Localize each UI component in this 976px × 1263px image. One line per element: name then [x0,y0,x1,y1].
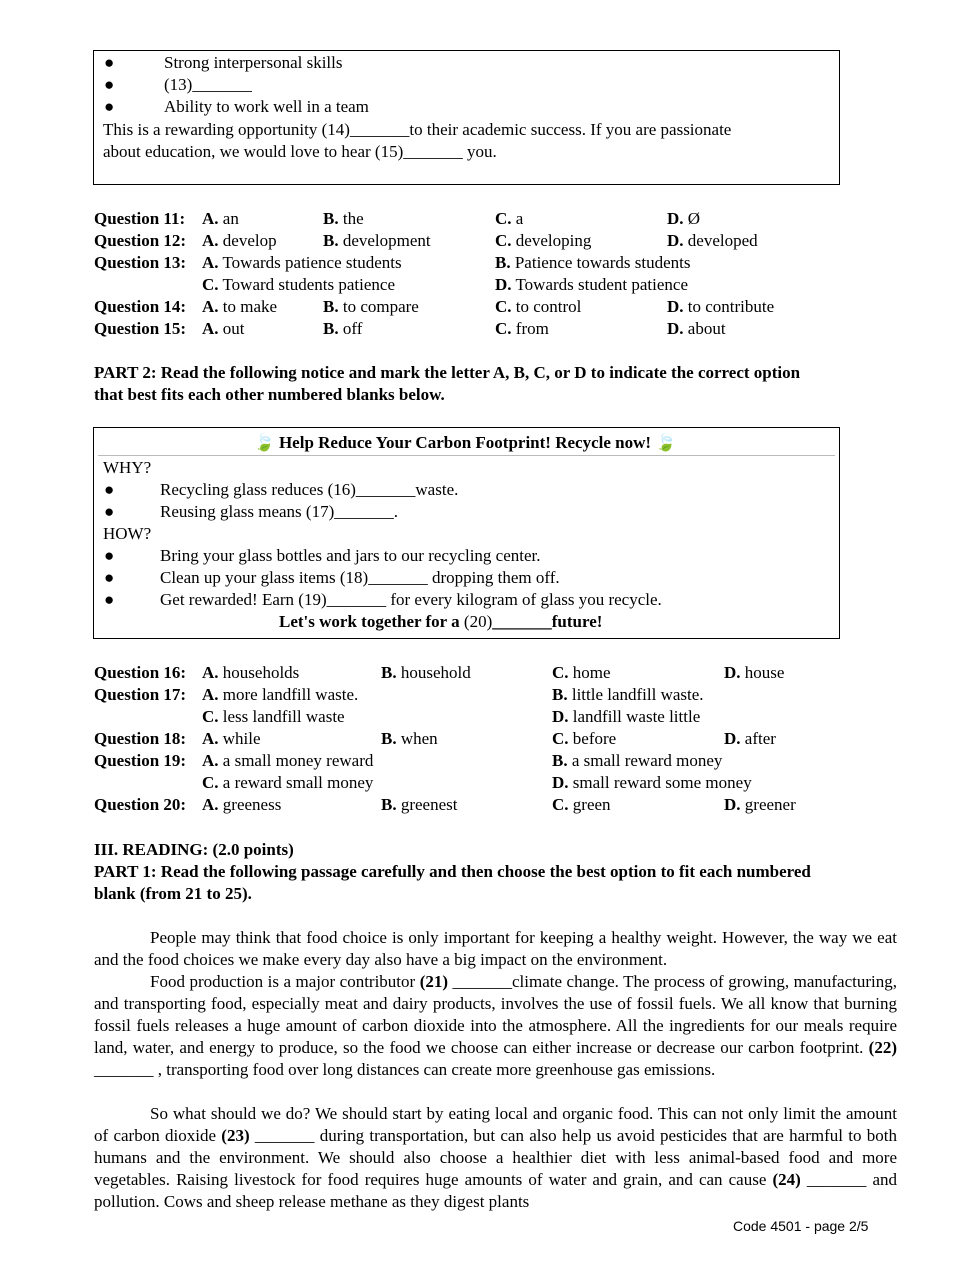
answer-option[interactable]: C. less landfill waste [202,707,345,726]
how-heading: HOW? [103,524,152,543]
passage-paragraph-3: So what should we do? We should start by eating local and organic food. This can not only limit the amount of carbon dioxide (23) _______ during transportation, but can also help us avoid pesticides that are harmful to both humans and the environment. We should also choose a healthier diet with less animal-based food and more vegetables. Raising livestock for food requires huge amounts of water and grain, and can cause (24) _______ and pollution. Cows and sheep release methane as they digest plants [94,1104,898,1211]
passage-paragraph-1: People may think that food choice is only important for keeping a healthy weight. However, the way we eat and the food choices we make every day also have a big impact on the environment. [94,928,897,969]
answer-option[interactable]: D. small reward some money [552,773,752,792]
passage-paragraph-2: Food production is a major contributor (21) _______climate change. The process of growing, manufacturing, and transporting food, especially meat and dairy products, involves the use of fossil fuels. We all know that burning fossil fuels releases a huge amount of carbon dioxide into the atmosphere. All the ingredients for our meals require land, water, and energy to produce, so the food we choose can either increase or decrease our carbon footprint. (22) _______ , transporting food over long distances can create more greenhouse gas emissions. [94,972,897,1079]
answer-option[interactable]: B. household [381,663,471,682]
leaf-icon: 🍃 [655,433,677,452]
page-footer: Code 4501 - page 2/5 [733,1218,869,1234]
question-label: Question 19: [94,751,187,770]
answer-option[interactable]: A. out [202,319,245,338]
question-label: Question 15: [94,319,187,338]
part1-instruction: PART 1: Read the following passage carefully and then choose the best option to fit each numbered [94,862,811,881]
answer-option[interactable]: D. house [724,663,785,682]
bullet-marker: ● [104,97,115,116]
bullet-marker: ● [104,568,115,587]
answer-option[interactable]: A. more landfill waste. [202,685,359,704]
question-label: Question 11: [94,209,186,228]
how-item: Bring your glass bottles and jars to our recycling center. [160,546,541,565]
answer-option[interactable]: A. Towards patience students [202,253,402,272]
answer-option[interactable]: A. develop [202,231,277,250]
answer-option[interactable]: C. before [552,729,617,748]
answer-option[interactable]: A. while [202,729,261,748]
answer-option[interactable]: A. greeness [202,795,282,814]
bullet-marker: ● [104,53,115,72]
answer-option[interactable]: D. to contribute [667,297,775,316]
answer-option[interactable]: C. to control [495,297,582,316]
why-item: Recycling glass reduces (16)_______waste. [160,480,459,499]
why-heading: WHY? [103,458,152,477]
bullet-marker: ● [104,502,115,521]
answer-option[interactable]: B. little landfill waste. [552,685,704,704]
answer-option[interactable]: C. home [552,663,611,682]
part2-instruction: that best fits each other numbered blanks below. [94,385,445,404]
answer-option[interactable]: B. development [323,231,431,250]
notice-bullet-item: (13)_______ [164,75,252,94]
question-label: Question 18: [94,729,187,748]
notice-text-line: This is a rewarding opportunity (14)_______to their academic success. If you are passionate [103,120,732,139]
answer-option[interactable]: D. about [667,319,726,338]
answer-option[interactable]: B. greenest [381,795,458,814]
bullet-marker: ● [104,590,115,609]
notice-bullet-item: Ability to work well in a team [164,97,369,116]
answer-option[interactable]: C. Toward students patience [202,275,396,294]
question-label: Question 17: [94,685,187,704]
how-item: Clean up your glass items (18)_______ dropping them off. [160,568,560,587]
bullet-marker: ● [104,546,115,565]
how-item: Get rewarded! Earn (19)_______ for every kilogram of glass you recycle. [160,590,662,609]
question-label: Question 13: [94,253,187,272]
why-item: Reusing glass means (17)_______. [160,502,398,521]
question-label: Question 12: [94,231,187,250]
answer-option[interactable]: C. green [552,795,611,814]
answer-option[interactable]: D. landfill waste little [552,707,701,726]
answer-option[interactable]: D. greener [724,795,796,814]
bullet-marker: ● [104,480,115,499]
section-heading: III. READING: (2.0 points) [94,840,294,859]
notice-title: 🍃 Help Reduce Your Carbon Footprint! Recycle now! 🍃 [253,433,677,452]
notice-bullet-item: Strong interpersonal skills [164,53,343,72]
answer-option[interactable]: B. a small reward money [552,751,723,770]
answer-option[interactable]: D. Ø [667,209,701,228]
question-label: Question 20: [94,795,187,814]
answer-option[interactable]: C. from [495,319,549,338]
answer-option[interactable]: B. the [323,209,364,228]
bullet-marker: ● [104,75,115,94]
answer-option[interactable]: B. Patience towards students [495,253,691,272]
answer-option[interactable]: C. a reward small money [202,773,374,792]
answer-option[interactable]: B. off [323,319,363,338]
leaf-icon: 🍃 [253,433,275,452]
answer-option[interactable]: D. developed [667,231,758,250]
part1-instruction: blank (from 21 to 25). [94,884,252,903]
answer-option[interactable]: A. a small money reward [202,751,374,770]
notice-closing: Let's work together for a (20)_______future! [279,612,603,631]
answer-option[interactable]: A. households [202,663,300,682]
answer-option[interactable]: A. to make [202,297,278,316]
answer-option[interactable]: A. an [202,209,239,228]
answer-option[interactable]: B. when [381,729,438,748]
notice-text-line: about education, we would love to hear (15)_______ you. [103,142,497,161]
answer-option[interactable]: C. a [495,209,524,228]
answer-option[interactable]: C. developing [495,231,592,250]
answer-option[interactable]: D. Towards student patience [495,275,689,294]
question-label: Question 14: [94,297,187,316]
answer-option[interactable]: D. after [724,729,776,748]
notice-title-rule [98,455,835,456]
question-label: Question 16: [94,663,187,682]
part2-instruction: PART 2: Read the following notice and mark the letter A, B, C, or D to indicate the correct option [94,363,801,382]
answer-option[interactable]: B. to compare [323,297,419,316]
